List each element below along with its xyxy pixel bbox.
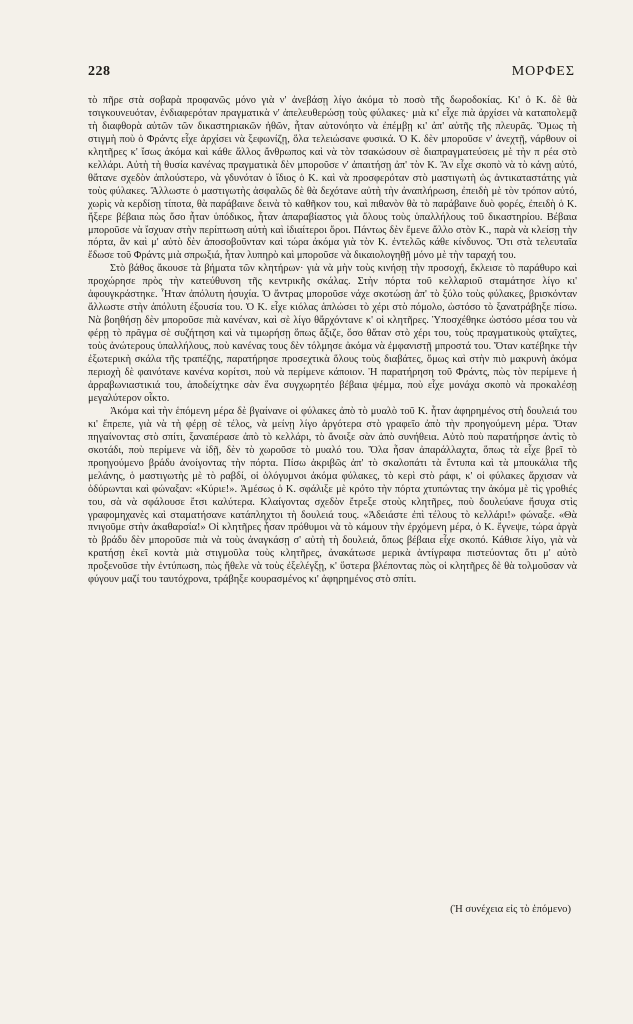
body-text — [88, 95, 577, 587]
continuation-note: (Ἡ συνέχεια εἰς τὸ ἑπόμενο) — [450, 904, 571, 915]
paragraph-3: Ἀκόμα καὶ τὴν ἑπόμενη μέρα δὲ βγαίνανε οἱ φύλακες ἀπὸ τὸ μυαλὸ τοῦ Κ. ἦταν ἀφηρημένος στὴ δουλειά του κι' ἔπρεπε, γιὰ νὰ τὴ φέρῃ σὲ τέλος, νὰ μείνῃ λίγο ἀργότερα στὸ γραφεῖο ἀπὸ τὴν προηγούμενη μέρα. Ὅταν πηγαίνοντας στὸ σπίτι, ξαναπέρασε ἀπὸ τὸ κελλάρι, τὸ ἄνοιξε σὰν ἀπὸ συνήθεια. Αὐτὸ ποὺ παρατήρησε ἀντὶς τὸ σκοτάδι, ποὺ περίμενε νὰ ἰδῇ, δὲν τὸ χωροῦσε τὸ μυαλό του. Ὅλα ἦσαν ἀπαράλλαχτα, ὅπως τὰ εἶχε βρεῖ τὸ προηγούμενο βράδυ ἀνοίγοντας τὴν πόρτα. Πίσω ἀκριβῶς ἀπ' τὸ σκαλοπάτι τὰ ἔντυπα καὶ τὰ μπουκάλια τῆς μελάνης, ὁ μαστιγωτὴς μὲ τὸ ραβδί, οἱ ὁλόγυμνοι ἀκόμα φύλακες, τὸ κερὶ στὸ ράφι, κ' οἱ φύλακες ἄρχισαν νὰ ὀδύρωνται καὶ φώναξαν: «Κύριε!». Ἀμέσως ὁ Κ. σφάλιξε μὲ κρότο τὴν πόρτα χτυπώντας την ἀκόμα μὲ τὶς γροθιές του, σὰ νὰ σφάλουσε ἔτσι καλύτερα. Κλαίγοντας σχεδὸν ἔτρεξε στοὺς κλητῆρες, ποὺ δουλεύανε ἤσυχα στὶς γραφομηχανὲς καὶ σταματήσανε κατάπληχτοι τὴ δουλειά τους. «Ἀδειάστε ἐπὶ τέλους τὸ κελλάρι!» φώναξε. «Θὰ πνιγοῦμε στὴν ἀκαθαρσία!» Οἱ κλητῆρες ἦσαν πρόθυμοι νὰ τὸ κάμουν τὴν ἐρχόμενη μέρα, ὁ Κ. ἔγνεψε, τώρα ἀργὰ τὸ βράδυ δὲν μποροῦσε πιὰ νὰ τοὺς ἀναγκάσῃ σ' αὐτὴ τὴ δουλειά, ὅπως βέβαια εἶχε σκοπό. Κάθισε λίγο, γιὰ νὰ κρατήσῃ ἐκεῖ κοντὰ μιὰ στιγμοῦλα τοὺς κλητῆρες, ἀνακάτωσε μερικὰ ἀντίγραφα πιστεύοντας ὅτι μ' αὐτὸ προξενοῦσε τὴν ἐντύπωση, πὼς ἤθελε νὰ τοὺς ἐξελέγξῃ, κ' ὕστερα βλέποντας πὼς οἱ κλητῆρες δὲ θὰ τολμοῦσαν νὰ φύγουν μαζί του ταυτόχρονα, τράβηξε κουρασμένος κι' ἀφηρημένος στὸ σπίτι. — [88, 405, 577, 586]
page-number: 228 — [88, 64, 111, 79]
running-title: ΜΟΡΦΕΣ — [511, 64, 575, 79]
paragraph-1: τὸ πῆρε στὰ σοβαρὰ προφανῶς μόνο γιὰ ν' ἀνεβάσῃ λίγο ἀκόμα τὸ ποσὸ τῆς δωροδοκίας. Κι' ὁ Κ. δὲ θὰ τσιγκουνευόταν, ἐνδιαφερόταν πραγματικὰ ν' ἀπελευθερώσῃ τοὺς φύλακες· μιὰ κι' εἶχε πιὰ ἀρχίσει νὰ καταπολεμᾷ τὴ διαφθορὰ αὐτῶν τῶν δικαστηριακῶν ἠθῶν, ἦταν αὐτονόητο νὰ ἐπέμβῃ κι' ἀπ' αὐτῆς τῆς πλευρᾶς. Ὅμως τὴ στιγμὴ ποὺ ὁ Φράντς εἶχε ἀρχίσει νὰ ξεφωνίζῃ, ὅλα τελειώσανε φυσικά. Ὁ Κ. δὲν μποροῦσε ν' ἀνεχτῇ, νάρθουν οἱ κλητῆρες κ' ἴσως ἀκόμα καὶ κάθε ἄλλος ἄνθρωπος καὶ νὰ τὸν τσακώσουν σὲ διαπραγματεύσεις μὲ τὴν π ρέα στὸ κελλάρι. Αὐτὴ τὴ θυσία κανένας πραγματικὰ δὲν μποροῦσε ν' ἀπαιτήσῃ ἀπ' τὸν Κ. Ἂν εἶχε σκοπὸ νὰ τὸ κάνῃ αὐτό, θἄτανε σχεδὸν ἁπλούστερο, νὰ γδυνόταν ὁ ἴδιος ὁ Κ. καὶ νὰ προσφερόταν στὸ μαστιγωτὴ ὡς ἀντικαταστάτης γιὰ τοὺς φύλακες. Ἄλλωστε ὁ μαστιγωτὴς ἀσφαλῶς δὲ θὰ δεχότανε αὐτὴ τὴν ἀναπλήρωση, ἐπειδὴ μὲ τὸν τρόπον αὐτό, χωρὶς νὰ κερδίσῃ τίποτα, θὰ παράβαινε δεινὰ τὸ καθῆκον του, καὶ πιθανὸν θὰ τὸ παράβαινε δυὸ φορές, ἐπειδὴ ὁ Κ. ἤξερε βέβαια πὼς ὅσο ἦταν ὑπόδικος, ἦταν ἀπαραβίαστος γιὰ ὅλους τοὺς ὑπαλλήλους τοῦ δικαστηρίου. Βέβαια μποροῦσε νὰ ἴσχυαν στὴν περίπτωση αὐτὴ καὶ ἰδιαίτεροι ὅροι. Πάντως δὲν ἔμενε ἄλλο στὸν Κ., παρὰ νὰ κλείσῃ τὴν πόρτα, ἂν καὶ μ' αὐτὸ δὲν ἀποσοβοῦνταν καὶ τώρα ἀκόμα γιὰ τὸν Κ. ἐντελῶς κάθε κίνδυνος. Ὅτι στὰ τελευταῖα ἔδωσε τοῦ Φράντς μιὰ σπρωξιά, ἦταν λυπηρὸ καὶ μποροῦσε νὰ δικαιολογηθῇ μόνο μὲ τὴν ταραχή του. — [88, 95, 577, 262]
page-header — [88, 64, 575, 80]
paragraph-2: Στὸ βάθος ἄκουσε τὰ βήματα τῶν κλητήρων· γιὰ νὰ μὴν τοὺς κινήσῃ τὴν προσοχή, ἔκλεισε τὸ παράθυρο καὶ προχώρησε πρὸς τὴν κατεύθυνση τῆς κεντρικῆς σκάλας. Στὴν πόρτα τοῦ κελλαριοῦ σταμάτησε λίγο κι' ἀφουγκράστηκε. Ἦταν ἀπόλυτη ἡσυχία. Ὁ ἄντρας μποροῦσε νάχε σκοτώσῃ ἀπ' τὸ ξύλο τοὺς φύλακες, βρισκόνταν ἄλλωστε στὴν ἀπόλυτη ἐξουσία του. Ὁ Κ. εἶχε κιόλας ἁπλώσει τὸ χέρι στὸ πόμολο, ὡστόσο τὸ ξανατράβηξε πίσω. Νὰ βοηθήσῃ δὲν μποροῦσε πιὰ κανέναν, καὶ σὲ λίγο θἄρχόντανε κ' οἱ κλητῆρες. Ὑποσχέθηκε ὡστόσο μέσα του νὰ φέρῃ τὸ πρᾶγμα σὲ συζήτηση καὶ νὰ τιμωρήσῃ ὅπως ἄξιζε, ὅσο θἄταν στὸ χέρι του, τοὺς πραγματικοὺς φταῖχτες, τοὺς ἀνώτερους ὑπαλλήλους, ποὺ κανένας τους δὲν τόλμησε ἀκόμα νὰ ἐμφανιστῇ μπροστά του. Ὅταν κατέβηκε τὴν ἐξωτερικὴ σκάλα τῆς τραπέζης, παρατήρησε προσεχτικὰ ὅλους τοὺς διαβάτες, ὅμως καὶ στὴν πιὸ μακρυνὴ ἀκόμα περιοχὴ δὲ φαινότανε κανένα κορίτσι, ποὺ νὰ περίμενε κάποιον. Ἡ παρατήρηση τοῦ Φράντς, πὼς τὸν περίμενε ἡ ἀρραβωνιαστικιά του, ἀποδείχτηκε σὰν ἕνα συγχωρητέο βέβαια ψέμμα, ποὺ εἶχε μονάχα σκοπὸ νὰ προκαλέσῃ μεγαλύτερον οἶκτο. — [88, 263, 577, 404]
